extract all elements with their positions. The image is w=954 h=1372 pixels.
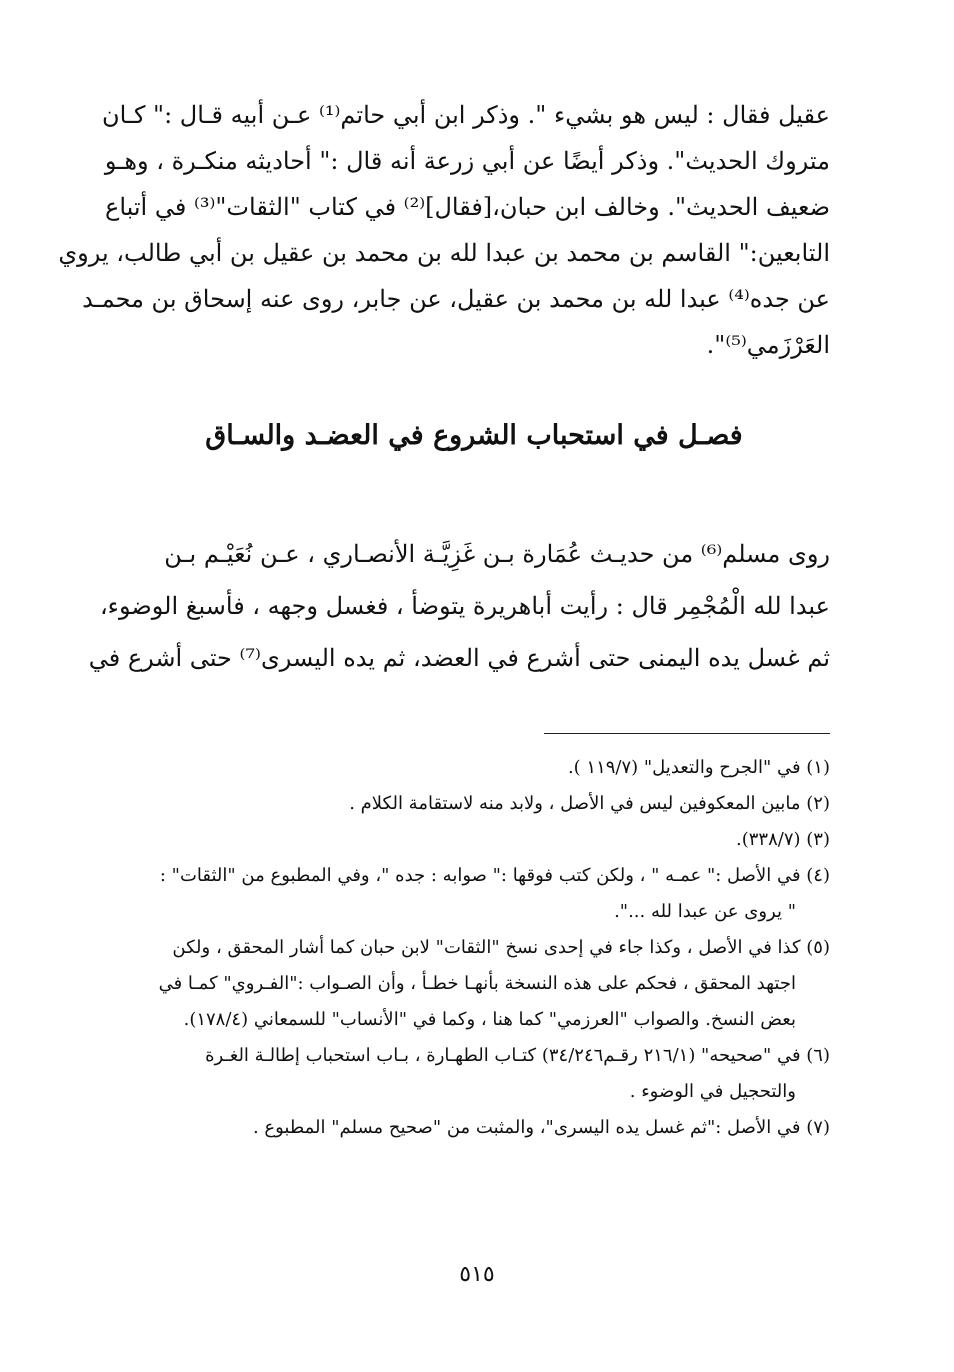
footnote-separator xyxy=(544,733,830,734)
body-line: عقيل فقال : ليس هو بشيء ". وذكر ابن أبي حاتم⁽¹⁾ عـن أبيه قـال :" كـان xyxy=(102,101,830,129)
footnote-6 xyxy=(112,1038,830,1110)
footnote-line: والتحجيل في الوضوء . xyxy=(629,1081,796,1102)
body-line: ثم غسل يده اليمنى حتى أشرع في العضد، ثم يده اليسرى⁽⁷⁾ حتى أشرع في xyxy=(88,644,830,672)
footnote-line: (٤) في الأصل :" عمـه " ، ولكن كتب فوقها :" صوابه : جده "، وفي المطبوع من "الثقات" : xyxy=(159,865,830,886)
page-number: ٥١٥ xyxy=(459,1262,495,1287)
footnote-5 xyxy=(112,930,830,1038)
footnote-line: اجتهد المحقق ، فحكم على هذه النسخة بأنهـا خطـأ ، وأن الصـواب :"الفـروي" كمـا في xyxy=(158,973,796,994)
footnote-line: " يروى عن عبدا لله ...". xyxy=(614,901,796,922)
footnote-7 xyxy=(112,1110,830,1146)
footnote-line: بعض النسخ. والصواب "العرزمي" كما هنا ، وكما في "الأنساب" للسمعاني (١٧٨/٤). xyxy=(183,1009,796,1030)
footnote-2 xyxy=(112,786,830,822)
footnote-1 xyxy=(112,750,830,786)
second-paragraph xyxy=(88,528,830,684)
body-line: العَرْزَمي⁽⁵⁾". xyxy=(706,331,830,359)
body-line: روى مسلم⁽⁶⁾ من حديـث عُمَارة بـن غَزِيَّـة الأنصـاري ، عـن نُعَيْـم بـن xyxy=(164,540,830,568)
footnote-line: (٣) (٣٣٨/٧). xyxy=(736,829,830,850)
main-paragraph xyxy=(58,92,830,368)
body-line: عن جده⁽⁴⁾ عبدا لله بن محمد بن عقيل، عن جابر، روى عنه إسحاق بن محمـد xyxy=(82,285,830,313)
footnote-line: (٥) كذا في الأصل ، وكذا جاء في إحدى نسخ "الثقات" لابن حبان كما أشار المحقق ، ولكن xyxy=(172,937,830,958)
section-heading: فصـل في استحباب الشروع في العضـد والسـاق xyxy=(205,420,743,451)
body-line: ضعيف الحديث". وخالف ابن حبان،[فقال]⁽²⁾ في كتاب "الثقات"⁽³⁾ في أتباع xyxy=(105,193,830,221)
footnote-line: (٢) مابين المعكوفين ليس في الأصل ، ولابد منه لاستقامة الكلام . xyxy=(349,793,830,814)
footnote-4 xyxy=(112,858,830,930)
footnote-line: (١) في "الجرح والتعديل" (١١٩/٧ ). xyxy=(567,757,830,778)
body-line: التابعين:" القاسم بن محمد بن عبدا لله بن محمد بن عقيل بن أبي طالب، يروي xyxy=(58,239,830,267)
footnote-3 xyxy=(112,822,830,858)
body-line: متروك الحديث". وذكر أيضًا عن أبي زرعة أنه قال :" أحاديثه منكـرة ، وهـو xyxy=(104,147,830,175)
footnote-line: (٦) في "صحيحه" (٢١٦/١ رقـم٣٤/٢٤٦) كتـاب الطهـارة ، بـاب استحباب إطالـة الغـرة xyxy=(205,1045,830,1066)
body-line: عبدا لله الْمُجْمِر قال : رأيت أباهريرة يتوضأ ، فغسل وجهه ، فأسبغ الوضوء، xyxy=(99,592,830,620)
footnote-line: (٧) في الأصل :"ثم غسل يده اليسرى"، والمثبت من "صحيح مسلم" المطبوع . xyxy=(252,1117,830,1138)
footnotes xyxy=(112,750,830,1146)
